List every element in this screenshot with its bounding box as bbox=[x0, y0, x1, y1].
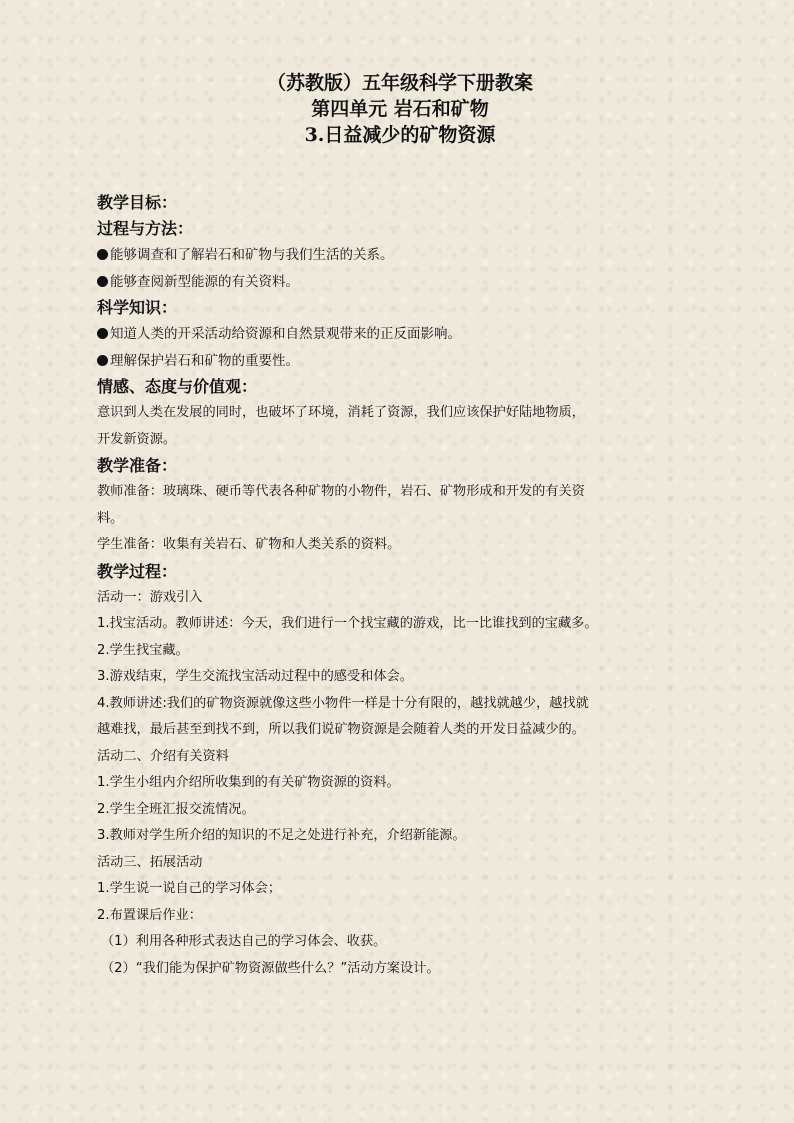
paragraph-line: 活动一：游戏引入 bbox=[97, 589, 203, 605]
paragraph-line: 教师准备：玻璃珠、硬币等代表各种矿物的小物件，岩石、矿物形成和开发的有关资 bbox=[97, 484, 585, 499]
paragraph-line: 活动二、介绍有关资料 bbox=[97, 748, 229, 764]
paragraph-line: 1.找宝活动。教师讲述：今天，我们进行一个找宝藏的游戏，比一比谁找到的宝藏多。 bbox=[97, 616, 598, 631]
paragraph-line: 意识到人类在发展的同时，也破坏了环境，消耗了资源，我们应该保护好陆地物质， bbox=[97, 405, 585, 420]
title-block bbox=[93, 70, 707, 148]
document-title: （苏教版）五年级科学下册教案 bbox=[266, 72, 533, 94]
unit-title: 第四单元 岩石和矿物 bbox=[311, 98, 489, 120]
bullet-icon bbox=[97, 276, 108, 287]
prep-heading: 教学准备： bbox=[97, 456, 178, 475]
paragraph-line: （1）利用各种形式表达自己的学习体会、收获。 bbox=[101, 934, 387, 949]
paragraph-line: 2.布置课后作业： bbox=[97, 907, 202, 923]
paragraph-line: 3.游戏结束，学生交流找宝活动过程中的感受和体会。 bbox=[97, 669, 413, 684]
paragraph-line: 3.教师对学生所介绍的知识的不足之处进行补充，介绍新能源。 bbox=[97, 828, 466, 843]
bullet-item: 能够查阅新型能源的有关资料。 bbox=[97, 269, 707, 296]
paragraph-line: 学生准备：收集有关岩石、矿物和人类关系的资料。 bbox=[97, 537, 401, 552]
paragraph-line: 开发新资源。 bbox=[97, 431, 177, 447]
bullet-icon bbox=[97, 328, 108, 339]
process-method-heading: 过程与方法： bbox=[97, 219, 194, 238]
document-body bbox=[97, 190, 707, 982]
paragraph-line: 2.学生全班汇报交流情况。 bbox=[97, 801, 255, 817]
goals-heading: 教学目标： bbox=[97, 193, 178, 212]
bullet-item: 知道人类的开采活动给资源和自然景观带来的正反面影响。 bbox=[97, 321, 707, 348]
paragraph-line: 料。 bbox=[97, 510, 124, 526]
attitude-heading: 情感、态度与价值观： bbox=[97, 377, 258, 396]
bullet-item: 能够调查和了解岩石和矿物与我们生活的关系。 bbox=[97, 242, 707, 269]
lesson-title: 3.日益减少的矿物资源 bbox=[304, 124, 496, 146]
paragraph-line: 1.学生说一说自己的学习体会； bbox=[97, 881, 282, 896]
bullet-item: 理解保护岩石和矿物的重要性。 bbox=[97, 348, 707, 375]
knowledge-heading: 科学知识： bbox=[97, 298, 178, 317]
paragraph-line: 1.学生小组内介绍所收集到的有关矿物资源的资料。 bbox=[97, 775, 400, 790]
bullet-icon bbox=[97, 355, 108, 366]
paragraph-line: 4.教师讲述:我们的矿物资源就像这些小物件一样是十分有限的，越找就越少，越找就 bbox=[97, 695, 589, 711]
paragraph-line: 活动三、拓展活动 bbox=[97, 854, 203, 870]
document-page bbox=[97, 70, 707, 982]
paragraph-line: 越难找，最后甚至到找不到，所以我们说矿物资源是会随着人类的开发日益减少的。 bbox=[97, 722, 585, 737]
bullet-icon bbox=[97, 249, 108, 260]
paragraph-line: （2）“我们能为保护矿物资源做些什么？”活动方案设计。 bbox=[101, 960, 440, 976]
paragraph-line: 2.学生找宝藏。 bbox=[97, 642, 189, 658]
process-heading: 教学过程： bbox=[97, 561, 178, 581]
